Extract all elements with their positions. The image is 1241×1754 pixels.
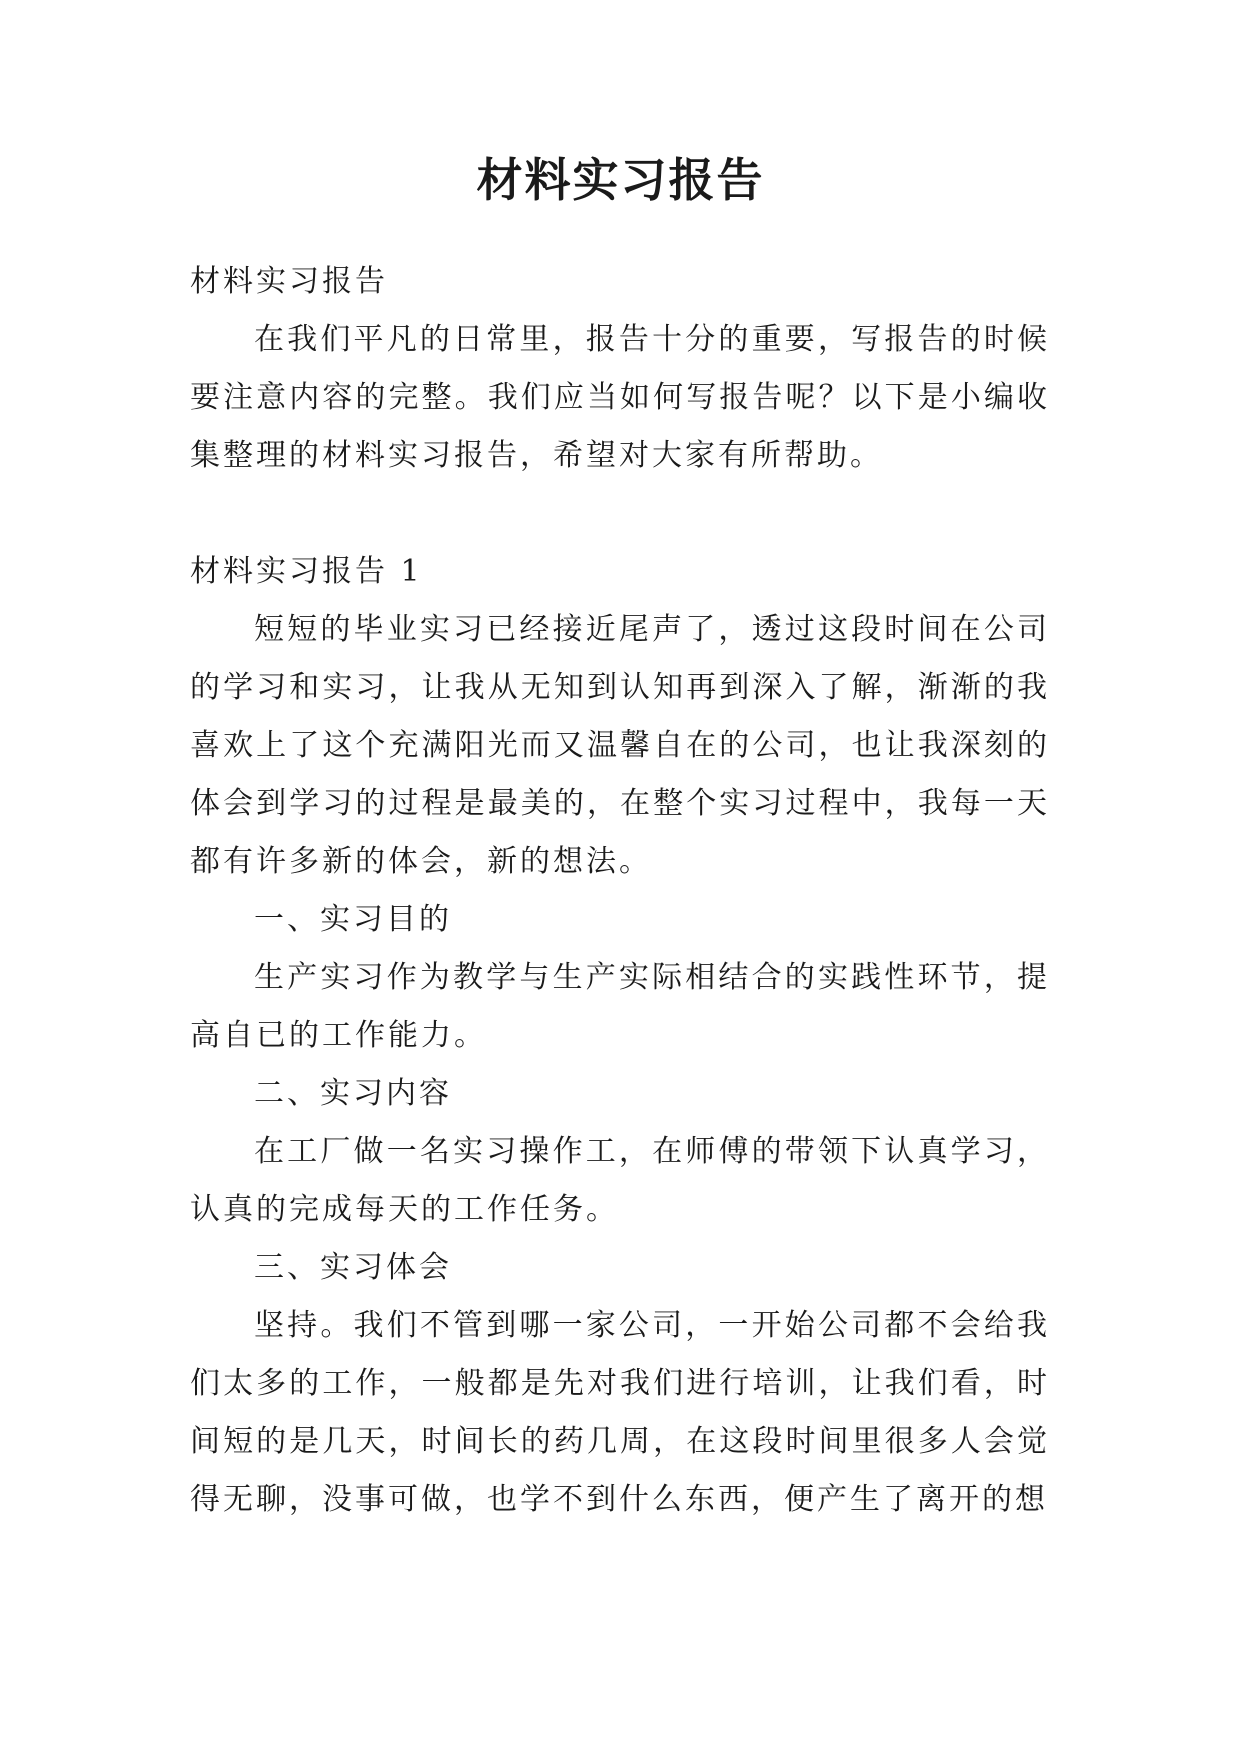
subheading-content: 二、实习内容 [254,1076,452,1111]
intro-paragraph: 在我们平凡的日常里，报告十分的重要，写报告的时候要注意内容的完整。我们应当如何写报告呢？以下是小编收集整理的材料实习报告，希望对大家有所帮助。 [190,322,1050,473]
section-heading: 材料实习报告 1 [190,554,423,589]
paragraph-experience: 坚持。我们不管到哪一家公司，一开始公司都不会给我们太多的工作，一般都是先对我们进行培训，让我们看，时间短的是几天，时间长的药几周，在这段时间里很多人会觉得无聊，没事可做，也学不到什么东西，便产生了离开的想 [190,1308,1050,1517]
paragraph-content: 在工厂做一名实习操作工，在师傅的带领下认真学习，认真的完成每天的工作任务。 [190,1134,1050,1227]
document-body [190,253,1050,1529]
subheading-experience: 三、实习体会 [254,1250,452,1285]
section-paragraph: 短短的毕业实习已经接近尾声了，透过这段时间在公司的学习和实习，让我从无知到认知再到深入了解，渐渐的我喜欢上了这个充满阳光而又温馨自在的公司，也让我深刻的体会到学习的过程是最美的，在整个实习过程中，我每一天都有许多新的体会，新的想法。 [190,612,1050,879]
paragraph-purpose: 生产实习作为教学与生产实际相结合的实践性环节，提高自已的工作能力。 [190,960,1050,1053]
intro-heading: 材料实习报告 [190,264,388,299]
paragraph-gap [190,485,1050,543]
document-title: 材料实习报告 [476,153,765,207]
subheading-purpose: 一、实习目的 [254,902,452,937]
